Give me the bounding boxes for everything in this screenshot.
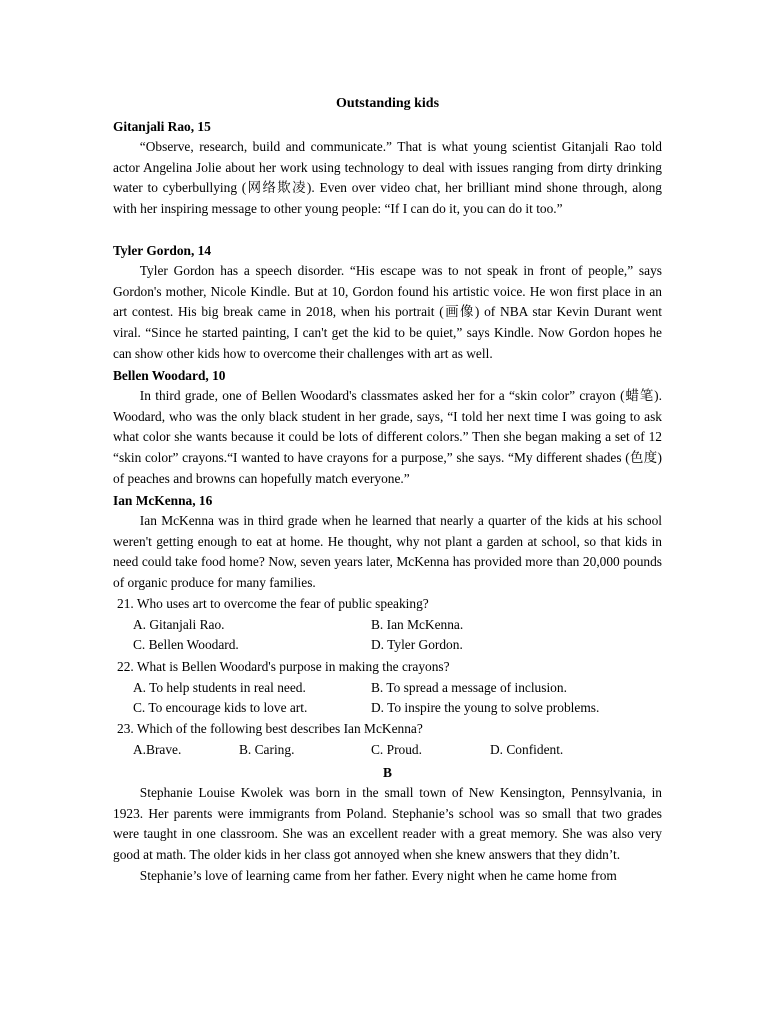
- part-b-label: B: [383, 765, 392, 780]
- option-row: [117, 615, 666, 636]
- option-row: [117, 635, 666, 656]
- option-d[interactable]: D. To inspire the young to solve problems.: [371, 700, 600, 716]
- section-bellen: [113, 365, 662, 490]
- question-23: [117, 719, 666, 760]
- option-row: [117, 678, 666, 699]
- question-22: [117, 657, 666, 719]
- option-d[interactable]: D. Confident.: [490, 741, 564, 757]
- section-paragraph: “Observe, research, build and communicate.” That is what young scientist Gitanjali Rao told actor Angelina Jolie about her work using technology to deal with issues ranging from dirty drinking water to cyberbullying (网络欺凌). Even over video chat, her brilliant mind shone through, along with her inspiring message to other young people: “If I can do it, you can do it too.”: [113, 139, 662, 217]
- section-heading: Bellen Woodard, 10: [113, 368, 226, 383]
- section-paragraph: In third grade, one of Bellen Woodard's classmates asked her for a “skin color” crayon (蜡笔). Woodard, who was the only black student in her grade, says, “I told her next time I was going to ask what color she wants because it could be lots of different colors.” Then she began making a set of 12 “skin color” crayons.“I wanted to have crayons for a purpose,” she says. “My different shades (色度) of peaches and browns can hopefully match everyone.”: [113, 388, 662, 486]
- option-a[interactable]: A. To help students in real need.: [133, 679, 306, 695]
- question-21: [117, 594, 666, 656]
- option-a[interactable]: A.Brave.: [133, 741, 182, 757]
- option-d[interactable]: D. Tyler Gordon.: [371, 637, 463, 653]
- option-a[interactable]: A. Gitanjali Rao.: [133, 616, 225, 632]
- question-stem: 23. Which of the following best describes Ian McKenna?: [117, 721, 423, 736]
- page-title: Outstanding kids: [335, 96, 440, 111]
- section-heading: Gitanjali Rao, 15: [113, 119, 211, 134]
- part-b: [113, 762, 662, 887]
- option-c[interactable]: C. To encourage kids to love art.: [133, 700, 308, 716]
- option-b[interactable]: B. Ian McKenna.: [371, 616, 464, 632]
- section-paragraph: Ian McKenna was in third grade when he learned that nearly a quarter of the kids at his school weren't getting enough to eat at home. He thought, why not plant a garden at school, so that kids in need could take food home? Now, seven years later, McKenna has provided more than 20,000 pounds of organic produce for many families.: [113, 513, 662, 591]
- option-row: [117, 740, 666, 761]
- option-c[interactable]: C. Proud.: [371, 741, 422, 757]
- question-stem: 21. Who uses art to overcome the fear of public speaking?: [117, 596, 429, 611]
- section-heading: Ian McKenna, 16: [113, 493, 213, 508]
- option-b[interactable]: B. Caring.: [239, 741, 295, 757]
- option-c[interactable]: C. Bellen Woodard.: [133, 637, 239, 653]
- option-row: [117, 698, 666, 719]
- section-gitanjali: [113, 116, 662, 220]
- section-ian: [113, 490, 662, 594]
- question-stem: 22. What is Bellen Woodard's purpose in making the crayons?: [117, 659, 450, 674]
- part-b-paragraph: Stephanie Louise Kwolek was born in the small town of New Kensington, Pennsylvania, in 1923. Her parents were immigrants from Poland. Stephanie’s school was so small that two grades were taught in one classroom. She was an excellent reader with a great memory. She was also very good at math. The older kids in her class got annoyed when she knew answers that they didn’t.: [113, 785, 662, 863]
- section-paragraph: Tyler Gordon has a speech disorder. “His escape was to not speak in front of people,” says Gordon's mother, Nicole Kindle. But at 10, Gordon found his artistic voice. He won first place in an art contest. His big break came in 2018, when his portrait (画像) of NBA star Kevin Durant went viral. “Since he started painting, I can't get the kid to be quiet,” says Kindle. Now Gordon hopes he can show other kids how to overcome their challenges with art as well.: [113, 263, 662, 361]
- part-b-paragraph: Stephanie’s love of learning came from her father. Every night when he came home from: [139, 867, 617, 883]
- section-heading: Tyler Gordon, 14: [113, 243, 212, 258]
- option-b[interactable]: B. To spread a message of inclusion.: [371, 679, 567, 695]
- section-tyler: [113, 240, 662, 365]
